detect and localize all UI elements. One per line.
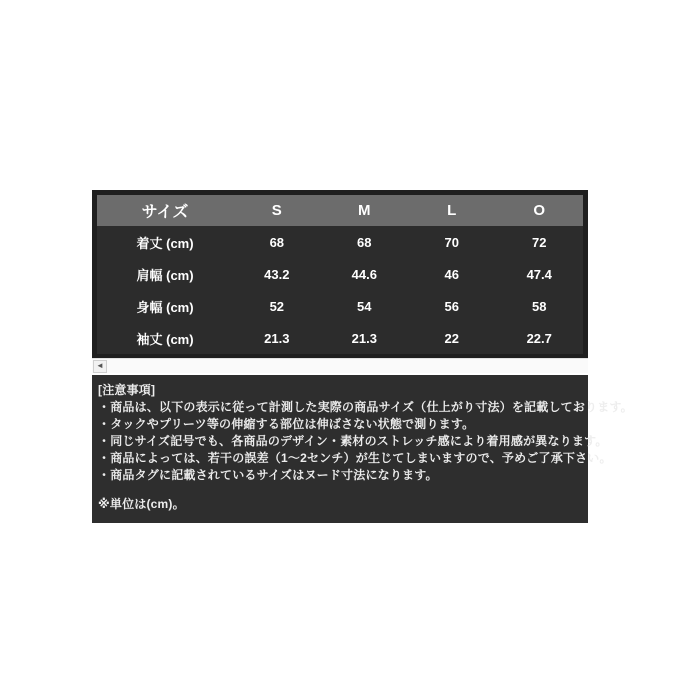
cell-value: 70 (444, 234, 459, 250)
scroll-left-button[interactable] (93, 360, 107, 373)
size-table-body (97, 226, 583, 354)
row-label: 着丈 (cm) (136, 235, 194, 251)
cell-value: 21.3 (264, 330, 290, 346)
cell-value: 68 (357, 234, 372, 250)
size-column-o: O (533, 202, 546, 219)
table-row-sleeve (97, 322, 583, 354)
notes-title: [注意事項] (98, 383, 156, 397)
note-item: ・同じサイズ記号でも、各商品のデザイン・素材のストレッチ感により着用感が異なります。 (98, 434, 608, 448)
size-column-l: L (447, 202, 457, 219)
row-label: 袖丈 (cm) (136, 331, 194, 347)
cell-value: 21.3 (351, 330, 377, 346)
size-column-s: S (271, 202, 282, 219)
note-item: ・商品によっては、若干の誤差（1〜2センチ）が生じてしまいますので、予めご了承下さい。 (98, 451, 612, 465)
note-item: ・商品タグに記載されているサイズはヌード寸法になります。 (98, 468, 438, 482)
cell-value: 58 (531, 298, 547, 314)
notes-section (92, 375, 633, 523)
horizontal-scrollbar[interactable] (92, 358, 588, 373)
cell-value: 52 (269, 298, 285, 314)
table-row-length (97, 226, 583, 258)
cell-value: 44.6 (351, 266, 377, 282)
cell-value: 56 (444, 298, 459, 314)
unit-note: ※単位は(cm)。 (98, 497, 185, 511)
cell-value: 72 (531, 234, 547, 250)
cell-value: 54 (357, 298, 372, 314)
scroll-left-arrow-icon: ◄ (96, 361, 104, 370)
cell-value: 46 (444, 266, 459, 282)
cell-value: 22.7 (526, 330, 552, 346)
table-row-shoulder (97, 258, 583, 290)
note-item: ・商品は、以下の表示に従って計測した実際の商品サイズ（仕上がり寸法）を記載しております。 (98, 400, 633, 414)
size-table-header-row (97, 195, 583, 226)
size-table-header-label: サイズ (141, 204, 189, 221)
size-column-m: M (358, 202, 371, 219)
cell-value: 68 (269, 234, 285, 250)
row-label: 身幅 (cm) (136, 299, 194, 315)
size-chart-panel (92, 190, 633, 523)
row-label: 肩幅 (cm) (136, 267, 194, 283)
size-table (92, 190, 588, 358)
note-item: ・タックやプリーツ等の伸縮する部位は伸ばさない状態で測ります。 (98, 417, 475, 431)
cell-value: 43.2 (264, 266, 290, 282)
cell-value: 47.4 (526, 266, 552, 282)
table-row-width (97, 290, 583, 322)
cell-value: 22 (444, 330, 459, 346)
